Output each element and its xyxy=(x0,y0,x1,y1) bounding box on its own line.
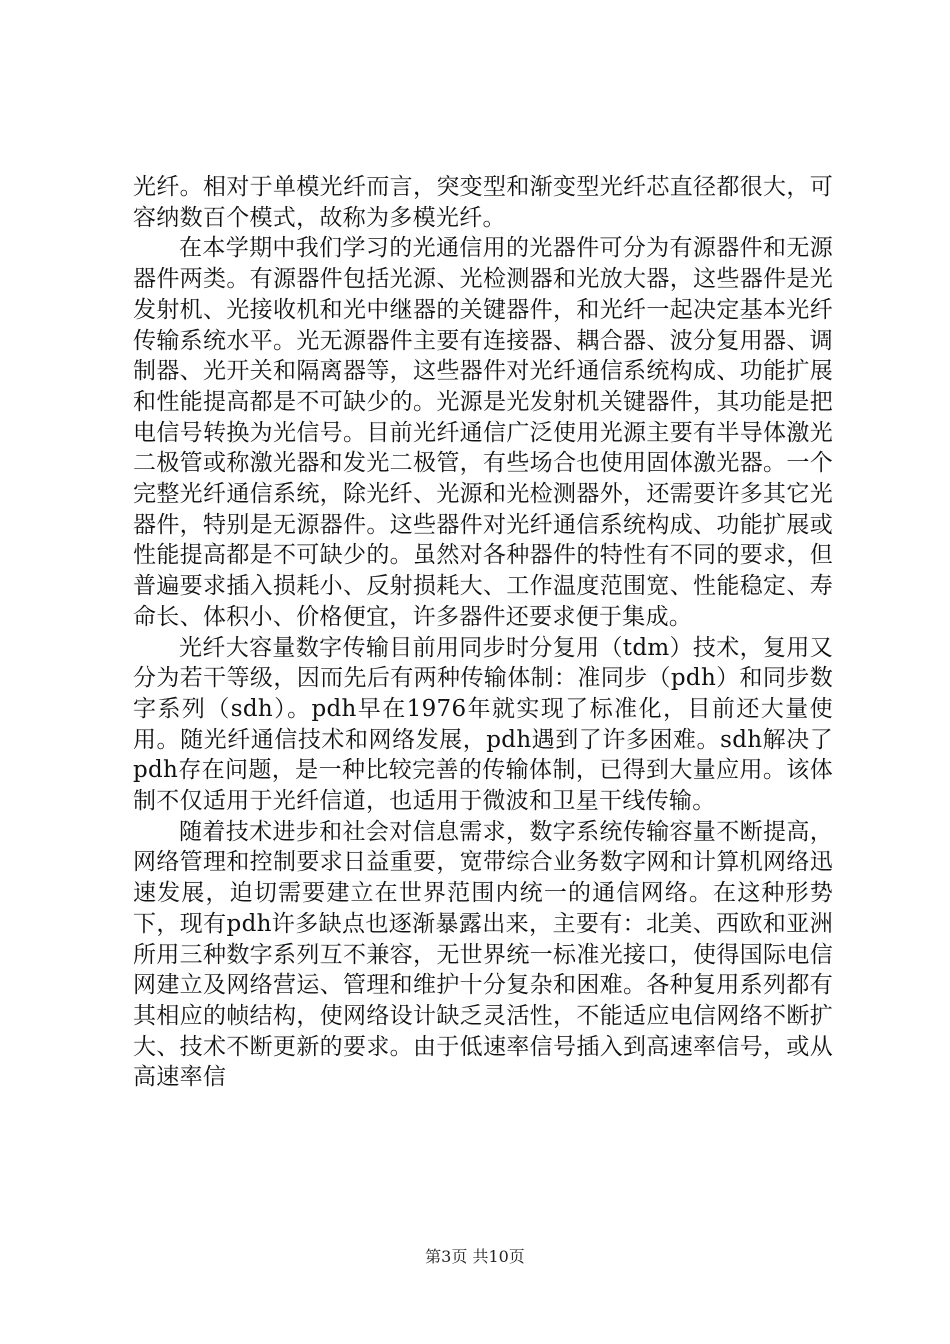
paragraph-tdm-transmission: 光纤大容量数字传输目前用同步时分复用（tdm）技术，复用又分为若干等级，因而先后有两种传输体制：准同步（pdh）和同步数字系列（sdh）。pdh早在1976年就实现了标准化，目前还大量使用。随光纤通信技术和网络发展，pdh遇到了许多困难。sdh解决了pdh存在问题，是一种比较完善的传输体制，已得到大量应用。该体制不仅适用于光纤信道，也适用于微波和卫星干线传输。 xyxy=(133,634,833,815)
document-body xyxy=(133,172,833,1093)
paragraph-continuation: 光纤。相对于单模光纤而言，突变型和渐变型光纤芯直径都很大，可容纳数百个模式，故称为多模光纤。 xyxy=(133,174,833,231)
page-footer: 第3页 共10页 xyxy=(425,1247,525,1266)
paragraph-optical-devices: 在本学期中我们学习的光通信用的光器件可分为有源器件和无源器件两类。有源器件包括光源、光检测器和光放大器，这些器件是光发射机、光接收机和光中继器的关键器件，和光纤一起决定基本光纤传输系统水平。光无源器件主要有连接器、耦合器、波分复用器、调制器、光开关和隔离器等，这些器件对光纤通信系统构成、功能扩展和性能提高都是不可缺少的。光源是光发射机关键器件，其功能是把电信号转换为光信号。目前光纤通信广泛使用光源主要有半导体激光二极管或称激光器和发光二极管，有些场合也使用固体激光器。一个完整光纤通信系统，除光纤、光源和光检测器外，还需要许多其它光器件，特别是无源器件。这些器件对光纤通信系统构成、功能扩展或性能提高都是不可缺少的。虽然对各种器件的特性有不同的要求，但普遍要求插入损耗小、反射损耗大、工作温度范围宽、性能稳定、寿命长、体积小、价格便宜，许多器件还要求便于集成。 xyxy=(133,235,833,630)
paragraph-pdh-drawbacks: 随着技术进步和社会对信息需求，数字系统传输容量不断提高，网络管理和控制要求日益重要，宽带综合业务数字网和计算机网络迅速发展，迫切需要建立在世界范围内统一的通信网络。在这种形势下，现有pdh许多缺点也逐渐暴露出来，主要有：北美、西欧和亚洲所用三种数字系列互不兼容，无世界统一标准光接口，使得国际电信网建立及网络营运、管理和维护十分复杂和困难。各种复用系列都有其相应的帧结构，使网络设计缺乏灵活性，不能适应电信网络不断扩大、技术不断更新的要求。由于低速率信号插入到高速率信号，或从高速率信 xyxy=(133,818,833,1091)
